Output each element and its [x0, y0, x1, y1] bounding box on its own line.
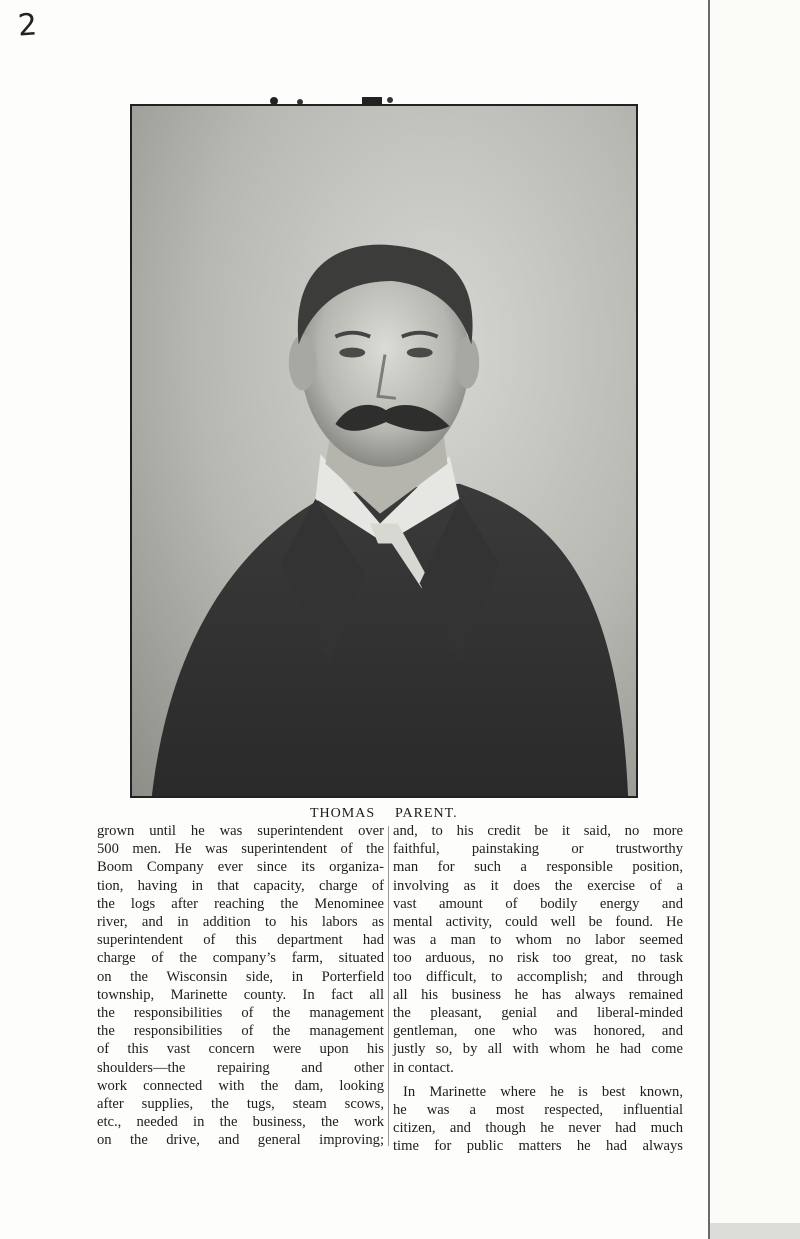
text-line: too difficult, to accomplish; and through — [393, 968, 683, 985]
portrait-photo — [130, 104, 638, 798]
page-edge-strip — [708, 0, 800, 1239]
text-line: citizen, and though he never had much — [393, 1120, 683, 1137]
text-line: river, and in addition to his labors as — [97, 914, 384, 931]
text-line: in contact. — [393, 1059, 454, 1076]
text-column-left — [97, 822, 384, 1150]
portrait-illustration — [132, 106, 636, 796]
text-line: and, to his credit be it said, no more — [393, 823, 683, 839]
text-line: superintendent of this department had — [97, 932, 384, 949]
text-line: involving as it does the exercise of a — [393, 877, 683, 894]
text-line: Boom Company ever since its organiza- — [97, 859, 384, 876]
text-line: gentleman, one who was honored, and — [393, 1023, 683, 1040]
text-line: vast amount of bodily energy and — [393, 895, 683, 912]
text-line: time for public matters he had always — [393, 1138, 683, 1155]
text-line: he was a most respected, influential — [393, 1102, 683, 1119]
text-line: charge of the company’s farm, situated — [97, 950, 384, 967]
text-line: was a man to whom no labor seemed — [393, 932, 683, 949]
text-line: man for such a responsible position, — [393, 859, 683, 876]
page-edge-shadow — [710, 1223, 800, 1239]
text-line: all his business he has always remained — [393, 986, 683, 1003]
text-line: after supplies, the tugs, steam scows, — [97, 1096, 384, 1113]
text-line: the responsibilities of the management — [97, 1005, 384, 1022]
text-line: shoulders—the repairing and other — [97, 1059, 384, 1076]
caption-first-name: THOMAS — [310, 806, 376, 821]
text-line: tion, having in that capacity, charge of — [97, 877, 384, 894]
text-line: on the Wisconsin side, in Porterfield — [97, 968, 384, 985]
text-line: work connected with the dam, looking — [97, 1077, 384, 1094]
text-line: the responsibilities of the management — [97, 1023, 384, 1040]
text-line: too arduous, no risk too great, no task — [393, 950, 683, 967]
text-line: of this vast concern were upon his — [97, 1041, 384, 1058]
text-line: etc., needed in the business, the work — [97, 1114, 384, 1131]
text-line: In Marinette where he is best known, — [403, 1083, 683, 1100]
text-line: faithful, painstaking or trustworthy — [393, 841, 683, 858]
column-divider — [388, 826, 389, 1146]
text-line: the logs after reaching the Menominee — [97, 895, 384, 912]
text-line: on the drive, and general improving; — [97, 1132, 384, 1149]
text-column-right — [393, 822, 683, 1156]
text-line: mental activity, could well be found. He — [393, 914, 683, 931]
text-line: the pleasant, genial and liberal-minded — [393, 1005, 683, 1022]
caption-last-name: PARENT. — [395, 806, 458, 821]
text-line: grown until he was superintendent over — [97, 823, 384, 839]
text-line: township, Marinette county. In fact all — [97, 986, 384, 1003]
text-line: justly so, by all with whom he had come — [393, 1041, 683, 1058]
text-line: 500 men. He was superintendent of the — [97, 841, 384, 858]
page-number: 2 — [16, 7, 39, 44]
